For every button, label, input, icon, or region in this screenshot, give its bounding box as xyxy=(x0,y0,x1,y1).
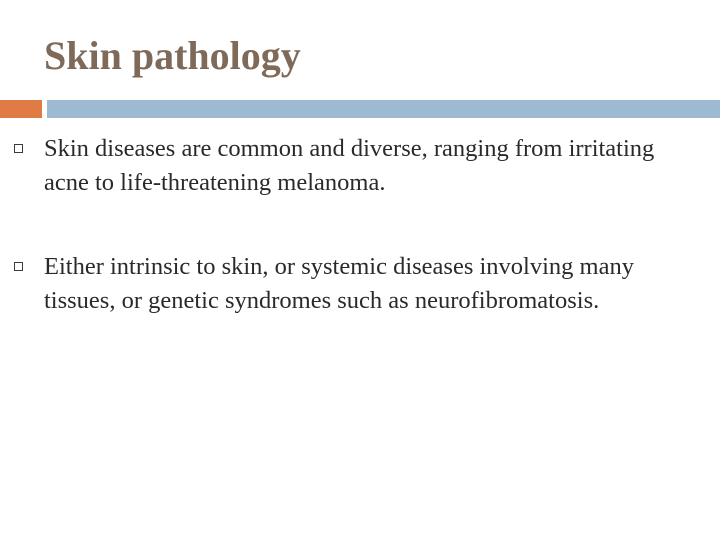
bullet-text: Skin diseases are common and diverse, ranging from irritating acne to life-threatening melanoma. xyxy=(44,135,655,196)
title-accent-bar-blue xyxy=(47,100,720,118)
hollow-square-bullet-icon xyxy=(14,144,23,153)
bullet-item xyxy=(0,132,720,200)
bullet-item xyxy=(0,250,720,318)
title-accent-bar-orange xyxy=(0,100,42,118)
hollow-square-bullet-icon xyxy=(14,262,23,271)
bullet-list xyxy=(0,132,720,318)
slide-title: Skin pathology xyxy=(44,33,301,78)
bullet-text: Either intrinsic to skin, or systemic diseases involving many tissues, or genetic syndromes such as neurofibromatosis. xyxy=(44,253,634,314)
